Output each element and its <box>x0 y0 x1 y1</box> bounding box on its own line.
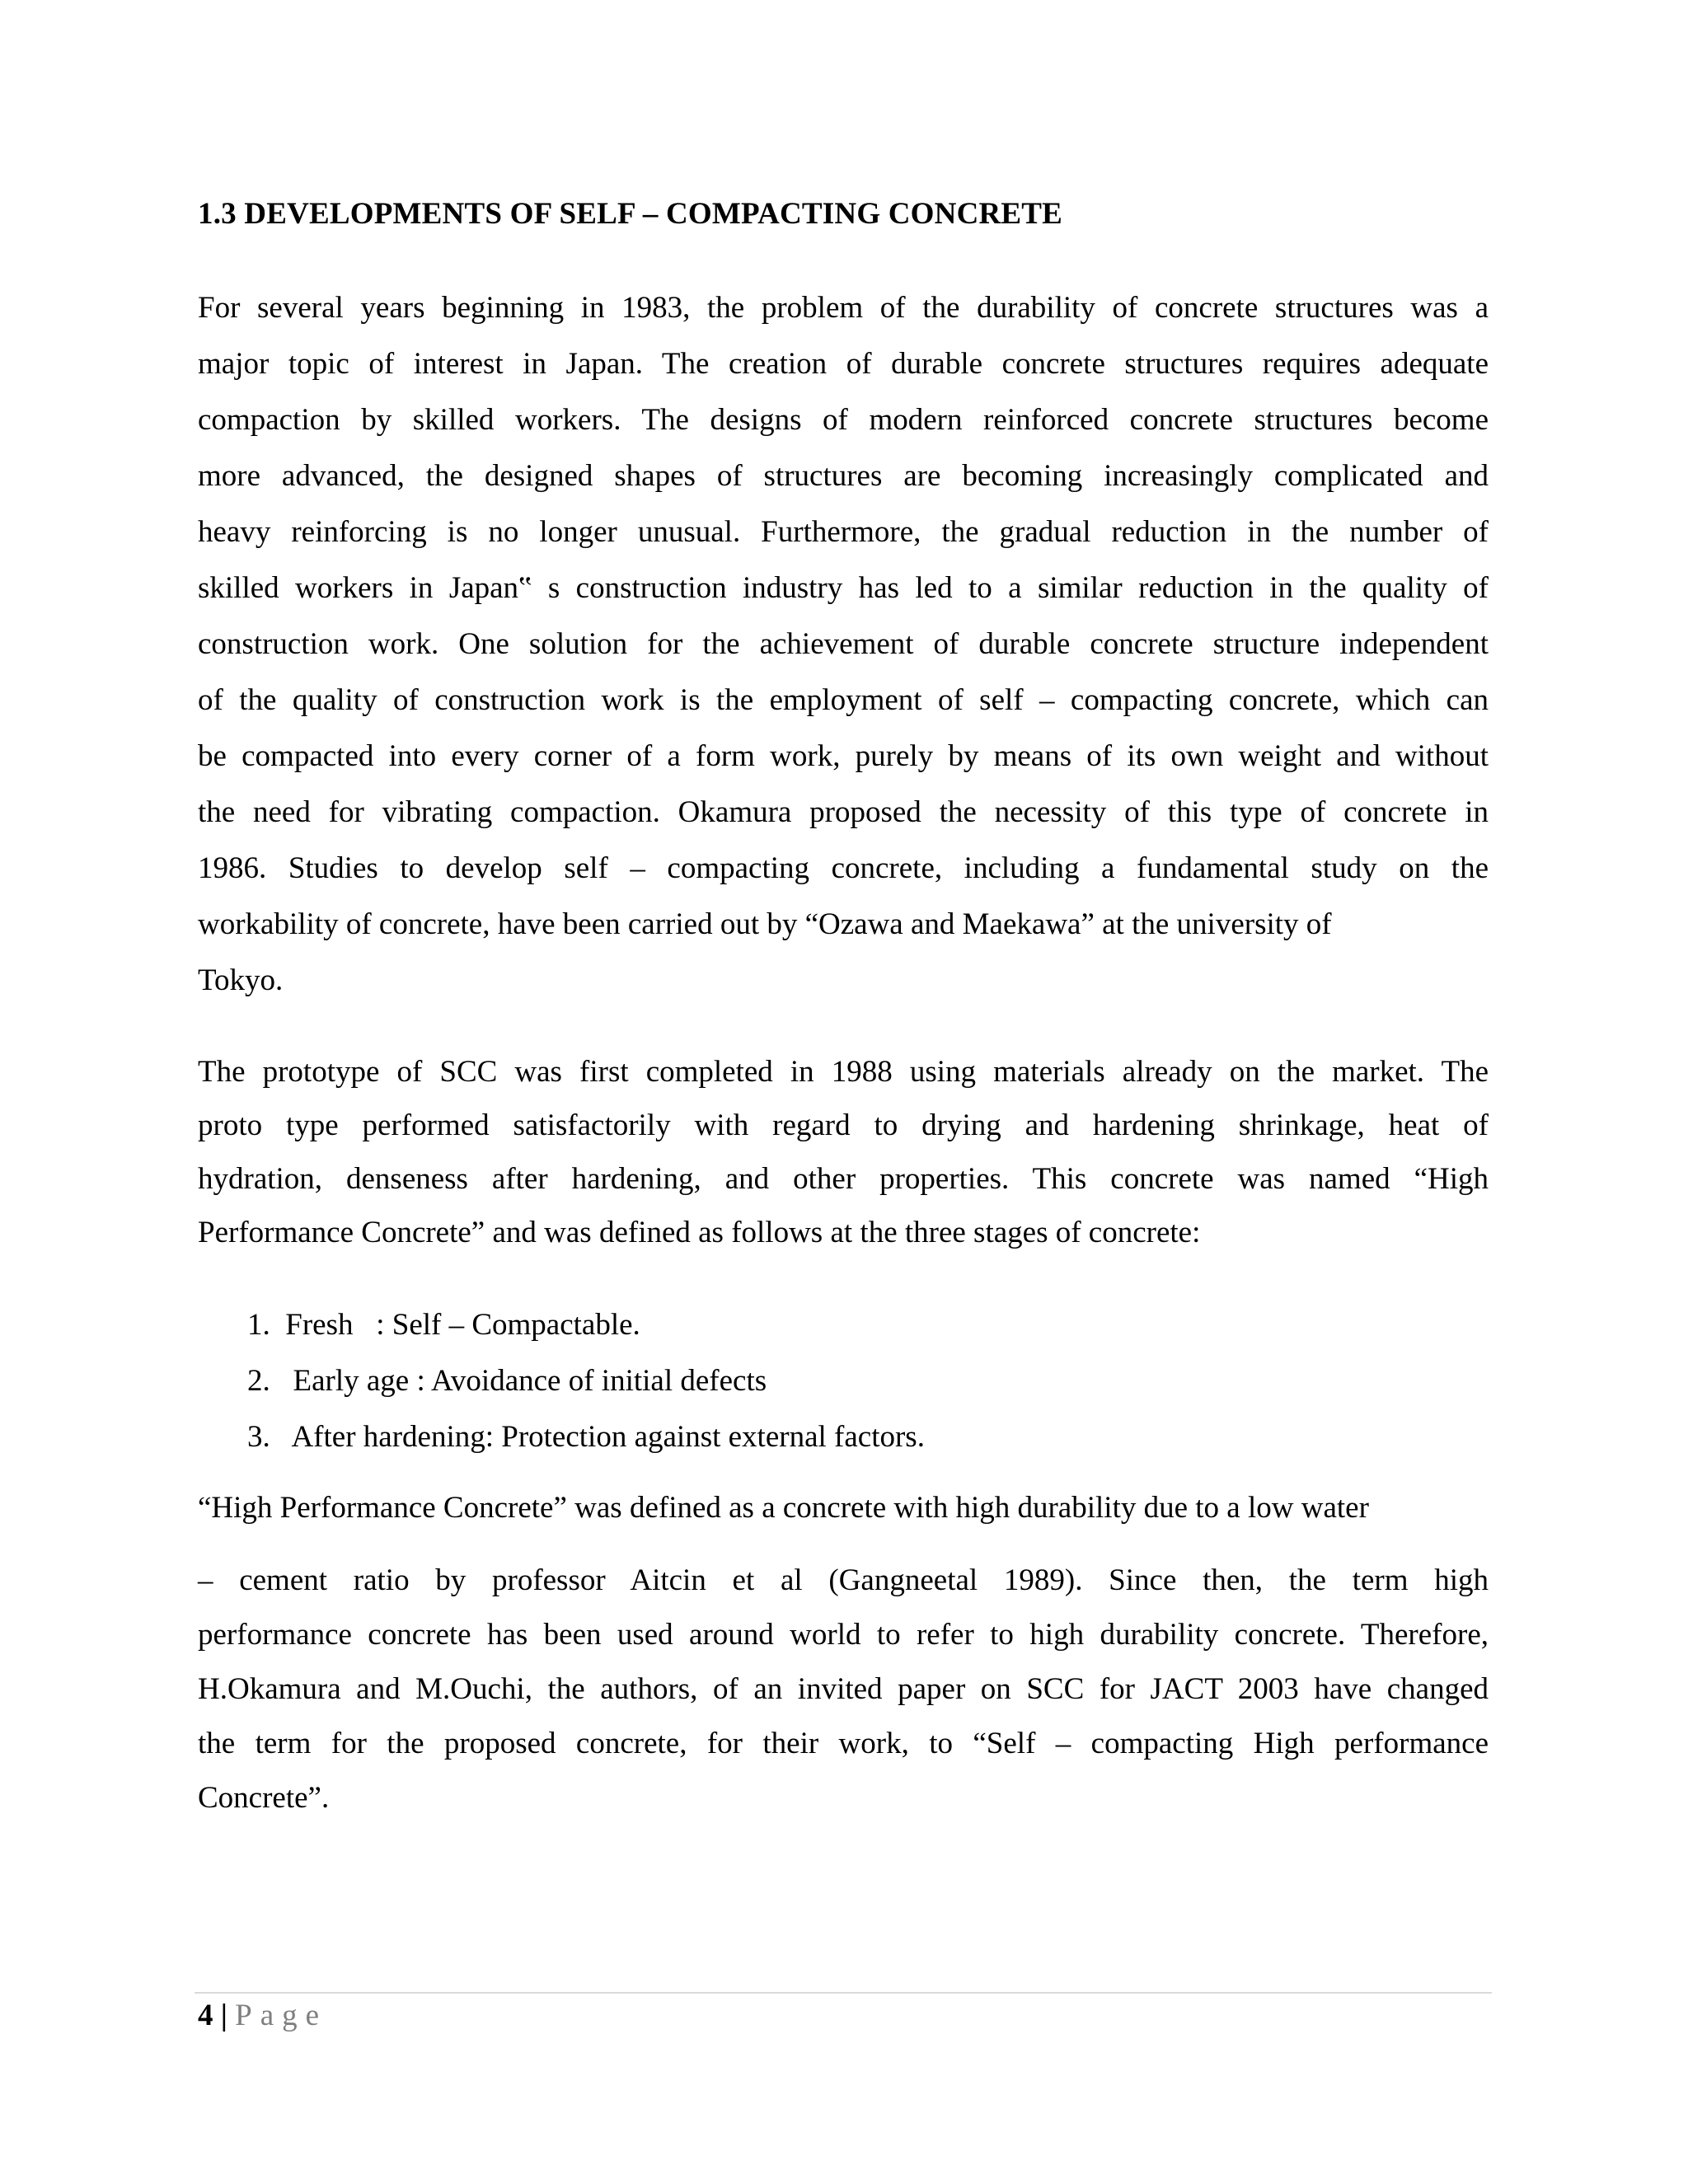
stages-list <box>247 1297 925 1465</box>
paragraph-line: 1986. Studies to develop self – compacting concrete, including a fundamental study on the <box>198 851 1489 885</box>
paragraph-line: For several years beginning in 1983, the problem of the durability of concrete structures was a <box>198 291 1489 325</box>
list-item: 2. Early age : Avoidance of initial defects <box>247 1364 767 1398</box>
paragraph-line: The prototype of SCC was first completed in 1988 using materials already on the market. The <box>198 1055 1489 1089</box>
paragraph-3 <box>198 1554 1489 1825</box>
paragraph-line: more advanced, the designed shapes of structures are becoming increasingly complicated and <box>198 459 1489 493</box>
paragraph-line: heavy reinforcing is no longer unusual. Furthermore, the gradual reduction in the number of <box>198 515 1489 549</box>
paragraph-line: the need for vibrating compaction. Okamura proposed the necessity of this type of concrete in <box>198 795 1489 829</box>
page-label: Page <box>235 1999 328 2032</box>
paragraph-line: hydration, denseness after hardening, and other properties. This concrete was named “High <box>198 1162 1489 1196</box>
paragraph-line: be compacted into every corner of a form work, purely by means of its own weight and without <box>198 739 1489 773</box>
paragraph-line: Performance Concrete” and was defined as follows at the three stages of concrete: <box>198 1216 1201 1249</box>
paragraph-line: Concrete”. <box>198 1781 330 1815</box>
paragraph-line: Tokyo. <box>198 963 284 997</box>
paragraph-3-first-line: “High Performance Concrete” was defined as a concrete with high durability due to a low water <box>198 1491 1369 1525</box>
list-item: 3. After hardening: Protection against external factors. <box>247 1420 925 1454</box>
paragraph-line: construction work. One solution for the achievement of durable concrete structure independent <box>198 627 1489 661</box>
footer-divider <box>195 1992 1492 1994</box>
paragraph-line: skilled workers in Japan‟ s construction industry has led to a similar reduction in the quality of <box>198 571 1489 605</box>
paragraph-line: proto type performed satisfactorily with regard to drying and hardening shrinkage, heat of <box>198 1108 1489 1142</box>
paragraph-line: performance concrete has been used around world to refer to high durability concrete. Therefore, <box>198 1618 1489 1652</box>
paragraph-1 <box>198 280 1489 1009</box>
paragraph-line: – cement ratio by professor Aitcin et al (Gangneetal 1989). Since then, the term high <box>198 1563 1489 1597</box>
paragraph-line: major topic of interest in Japan. The creation of durable concrete structures requires adequate <box>198 347 1489 381</box>
paragraph-line: compaction by skilled workers. The designs of modern reinforced concrete structures become <box>198 403 1489 437</box>
section-heading: 1.3 DEVELOPMENTS OF SELF – COMPACTING CONCRETE <box>198 197 1063 231</box>
list-item: 1. Fresh : Self – Compactable. <box>247 1308 640 1342</box>
paragraph-line: of the quality of construction work is the employment of self – compacting concrete, which can <box>198 683 1489 717</box>
footer-separator: | <box>220 1999 227 2032</box>
page-footer <box>198 1998 327 2033</box>
paragraph-2 <box>198 1045 1489 1259</box>
paragraph-line: workability of concrete, have been carried out by “Ozawa and Maekawa” at the university of <box>198 907 1332 941</box>
paragraph-line: the term for the proposed concrete, for their work, to “Self – compacting High performance <box>198 1727 1489 1760</box>
page-number: 4 <box>198 1999 213 2032</box>
paragraph-line: H.Okamura and M.Ouchi, the authors, of an invited paper on SCC for JACT 2003 have changed <box>198 1672 1489 1706</box>
